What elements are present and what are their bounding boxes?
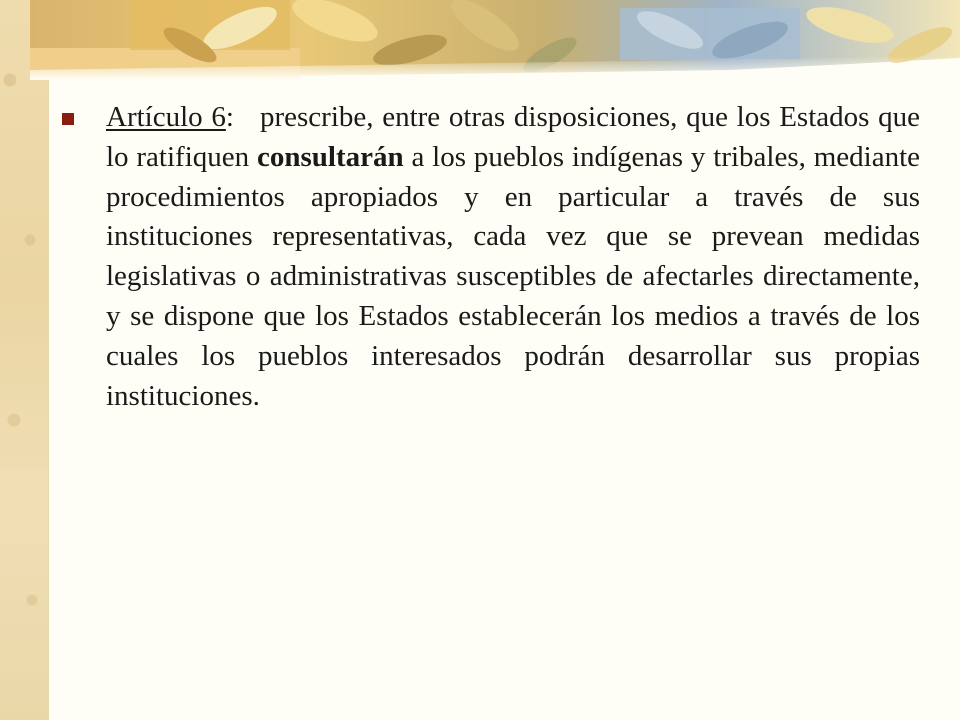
slide-content xyxy=(60,98,920,416)
bullet-item xyxy=(60,98,920,416)
bold-word: consultarán xyxy=(256,140,404,173)
left-decorative-band xyxy=(0,0,49,720)
body-text: a los pueblos indígenas y tribales, mediante procedimientos apropiados y en particular a través de sus instituciones representativas, cada vez que se prevean medidas legislativas o administrativas susceptibles de afectarles directamente, y se dispone que los Estados establecerán los medios a través de los cuales los pueblos interesados podrán desarrollar sus propias instituciones. xyxy=(106,140,920,412)
intro-text: prescribe, entre otras disposiciones, que los Estados que lo ratifiquen xyxy=(106,101,920,173)
square-bullet-icon xyxy=(62,113,74,125)
leaf-collage-banner xyxy=(30,0,960,80)
article-colon: : xyxy=(225,101,234,133)
article-paragraph xyxy=(106,98,920,416)
article-label: Artículo 6 xyxy=(106,101,226,133)
